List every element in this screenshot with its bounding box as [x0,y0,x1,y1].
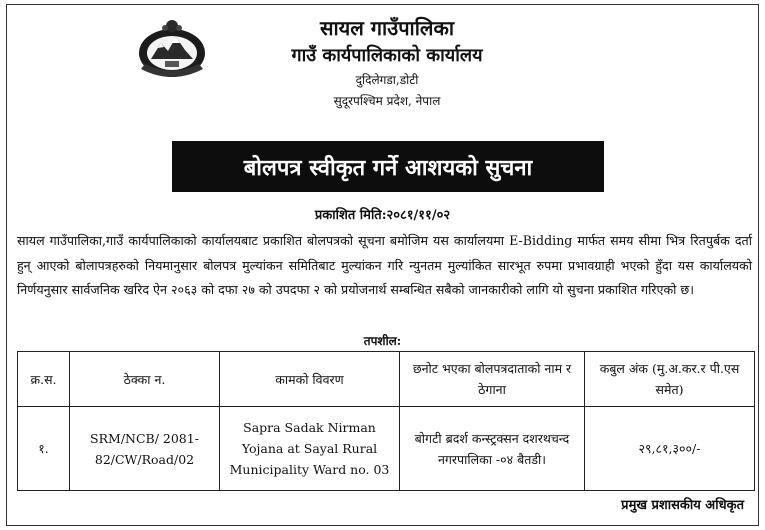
cell-sn: १. [18,407,70,491]
notice-body: सायल गाउँपालिका,गाउँ कार्यपालिकाको कार्यालयबाट प्रकाशित बोलपत्रको सूचना बमोजिम यस कार्यालयमा E-Bidding मार्फत समय सीमा भित्र रितपुर्बक दर्ता हुन् आएको बोलापत्रहरुको नियमानुसार बोलपत्र मुल्यांकन समितिबाट मुल्यांकन गरि न्युनतम मुल्यांकित सारभूत रुपमा प्रभावग्राही भएको हुँदा यस कार्यालयको निर्णयनुसार सार्वजनिक खरिद ऐन २०६३ को दफा २७ को उपदफा २ को प्रयोजनार्थ सम्बन्धित सबैको जानकारीको लागि यो सुचना प्रकाशित गरिएको छ। [17,233,752,297]
notice-page [6,4,759,526]
nepal-government-emblem-icon [135,17,209,81]
signatory-title: प्रमुख प्रशासकीय अधिकृत [621,498,744,513]
col-header-sn: क्र.स. [18,352,70,407]
notice-title-banner: बोलपत्र स्वीकृत गर्ने आशयको सुचना [172,141,604,192]
table-row [18,407,755,491]
cell-description: Sapra Sadak Nirman Yojana at Sayal Rural Municipality Ward no. 03 [220,407,400,491]
details-label: तपशील: [363,334,402,348]
table-header-row [18,352,755,407]
office-header [207,13,567,111]
col-header-description: कामको विवरण [220,352,400,407]
cell-amount: २९,८१,३००/- [585,407,755,491]
col-header-amount: कबुल अंक (मु.अ.कर.र पी.एस समेत) [585,352,755,407]
bid-acceptance-table [17,351,755,491]
cell-contract-no: SRM/NCB/ 2081-82/CW/Road/02 [70,407,220,491]
published-date: प्रकाशित मिति:२०८१/११/०२ [314,208,451,223]
office-province: सुदूरपश्चिम प्रदेश, नेपाल [333,94,441,108]
col-header-bidder: छनोट भएका बोलपत्रदाताको नाम र ठेगाना [400,352,585,407]
municipality-name: सायल गाउँपालिका [319,16,455,40]
office-location: दुदिलेगडा,डोटी [355,73,419,87]
col-header-contract-no: ठेक्का न. [70,352,220,407]
cell-bidder: बोगटी ब्रदर्श कन्स्ट्रक्सन दशरथचन्द नगरपालिका -०४ बैतडी। [400,407,585,491]
office-name: गाउँ कार्यपालिकाको कार्यालय [291,45,483,66]
